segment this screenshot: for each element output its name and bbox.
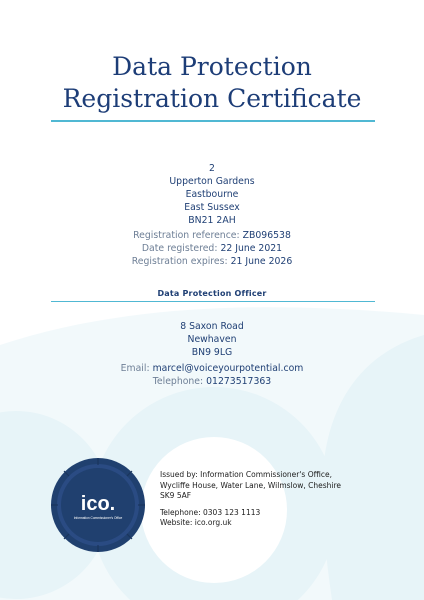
officer-email-row — [0, 362, 424, 375]
top-divider — [51, 120, 375, 122]
date-registered-label: Date registered: — [141, 243, 218, 254]
issued-by-block — [160, 470, 380, 502]
title-line-2: Registration Certificate — [62, 84, 362, 113]
certificate-title — [0, 51, 424, 115]
issuer-website-link[interactable]: Website: ico.org.uk — [160, 518, 232, 527]
registration-reference-value: ZB096538 — [242, 230, 291, 241]
seal-logo-text: ico. — [80, 493, 116, 515]
ico-seal-icon — [50, 457, 146, 553]
date-registered-row — [0, 242, 424, 255]
officer-contact — [0, 362, 424, 388]
officer-divider — [51, 301, 375, 302]
registrant-address — [0, 162, 424, 227]
seal-subtitle-text: Information Commissioner's Office — [73, 516, 123, 520]
address-line-3: Eastbourne — [185, 189, 239, 200]
address-line-5: BN21 2AH — [188, 215, 236, 226]
issuer-telephone: Telephone: 0303 123 1113 — [160, 507, 261, 517]
registration-expires-row — [0, 255, 424, 268]
issued-by-line-3: SK9 5AF — [160, 491, 192, 500]
officer-address-line-3: BN9 9LG — [191, 347, 233, 358]
title-line-1: Data Protection — [112, 52, 312, 81]
officer-address-line-1: 8 Saxon Road — [180, 321, 244, 332]
address-line-4: East Sussex — [184, 202, 240, 213]
officer-address — [0, 320, 424, 359]
officer-email-link[interactable]: marcel@voiceyourpotential.com — [152, 363, 304, 374]
data-protection-officer-heading: Data Protection Officer — [157, 289, 267, 298]
officer-telephone-value: 01273517363 — [206, 376, 272, 387]
address-line-2: Upperton Gardens — [169, 176, 255, 187]
issued-by-line-2: Wycliffe House, Water Lane, Wilmslow, Cheshire — [160, 480, 342, 490]
officer-telephone-label: Telephone: — [152, 376, 204, 387]
officer-email-label: Email: — [120, 363, 150, 374]
address-line-1: 2 — [209, 163, 215, 174]
registration-expires-label: Registration expires: — [131, 256, 228, 267]
registration-details — [0, 229, 424, 268]
registration-reference-label: Registration reference: — [133, 230, 240, 241]
issuer-contact-block — [160, 508, 380, 529]
officer-address-line-2: Newhaven — [187, 334, 237, 345]
registration-expires-value: 21 June 2026 — [230, 256, 293, 267]
officer-telephone-row — [0, 375, 424, 388]
registration-reference-row — [0, 229, 424, 242]
issued-by-line-1: Issued by: Information Commissioner's Office, — [160, 470, 332, 479]
issuer-details — [160, 470, 380, 535]
date-registered-value: 22 June 2021 — [220, 243, 283, 254]
